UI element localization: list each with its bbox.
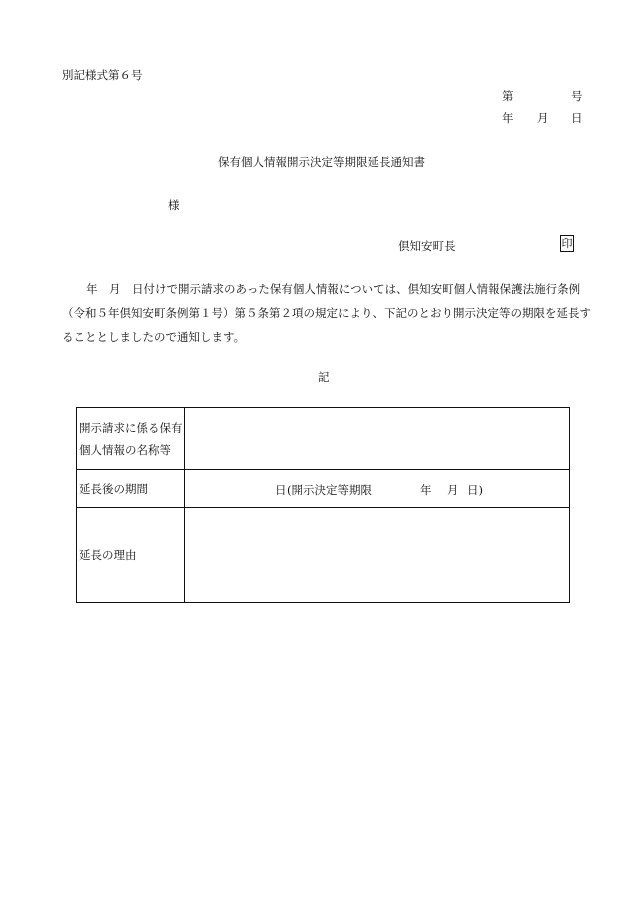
extended-period-label: 延長後の期間 [77,470,185,508]
issue-date-month: 月 [537,111,549,125]
ki-heading: 記 [318,370,330,384]
extended-period-day-close: 日) [467,483,483,497]
document-name-label-line2: 個人情報の名称等 [79,442,171,457]
notice-body: 年 月 日付けで開示請求のあった保有個人情報については、倶知安町個人情報保護法施行条例（令和５年倶知安町条例第１号）第５条第２項の規定により、下記のとおり開示決定等の期限を延長することとしましたので通知します。 [62,282,591,344]
document-number-suffix: 号 [571,89,583,103]
document-name-value [185,408,570,470]
addressee-suffix: 様 [168,198,180,212]
issue-date-year: 年 [502,111,514,125]
extended-period-deadline-open: (開示決定等期限 [287,483,372,497]
document-number-prefix: 第 [502,89,514,103]
seal-mark: 印 [561,237,573,250]
notice-table [76,407,570,603]
document-name-label [77,408,185,470]
issue-date-day: 日 [571,111,583,125]
reason-value [185,508,570,603]
extended-period-value [185,470,570,508]
document-name-label-line1: 開示請求に係る保有 [79,420,183,435]
table-row-document-name [77,408,570,470]
reason-label: 延長の理由 [77,508,185,603]
extended-period-year: 年 [420,483,432,497]
extended-period-month: 月 [447,483,459,497]
table-row-extended-period [77,470,570,508]
table-row-reason [77,508,570,603]
document-title: 保有個人情報開示決定等期限延長通知書 [218,155,425,169]
form-number: 別記様式第６号 [62,68,143,82]
sender-name: 倶知安町長 [398,239,456,253]
extended-period-day: 日 [275,483,287,497]
